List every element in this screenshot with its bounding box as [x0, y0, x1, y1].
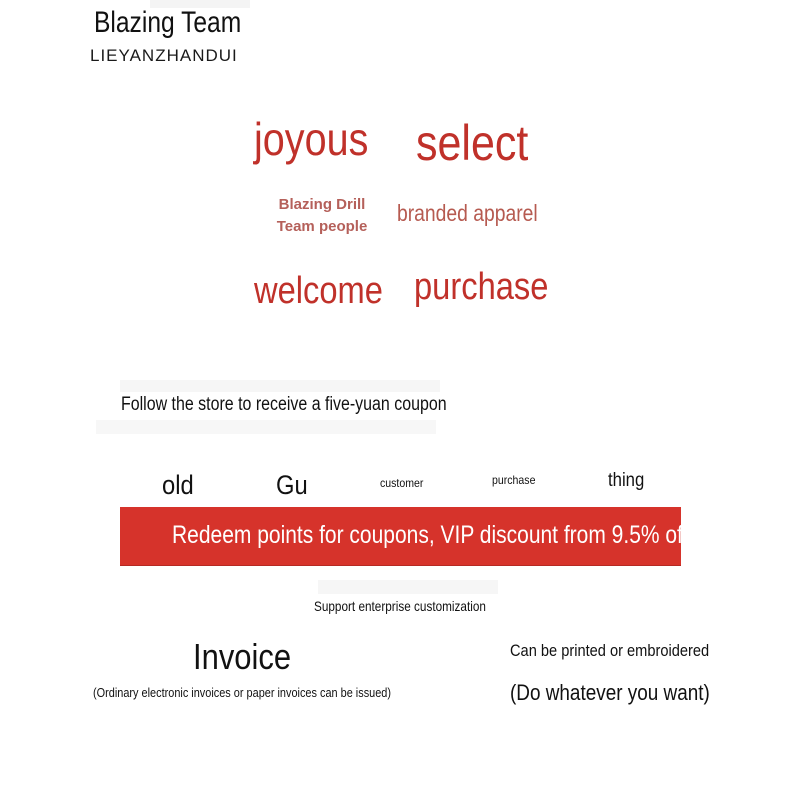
char-old: old: [162, 470, 194, 500]
brand-title: Blazing Team: [94, 6, 242, 39]
brand-subtitle: LIEYANZHANDUI: [90, 46, 238, 65]
char-thing: thing: [608, 470, 645, 491]
word-drill-team: Blazing Drill Team people: [276, 196, 368, 235]
char-customer: customer: [380, 476, 424, 490]
word-joyous: joyous: [254, 113, 369, 165]
word-select: select: [416, 115, 529, 171]
support-text: Support enterprise customization: [314, 598, 486, 614]
redeem-banner: [120, 507, 689, 566]
word-purchase: purchase: [414, 266, 549, 308]
invoice-note: (Ordinary electronic invoices or paper invoices can be issued): [93, 685, 392, 700]
word-welcome: welcome: [254, 270, 383, 312]
char-gu: Gu: [276, 470, 308, 500]
ghost-mark-mid2: [96, 420, 436, 434]
redeem-banner-text: Redeem points for coupons, VIP discount from 9.5% off: [172, 521, 689, 549]
ghost-mark-mid: [120, 380, 440, 392]
ghost-mark-low: [318, 580, 498, 594]
invoice-title: Invoice: [193, 636, 292, 677]
print-text: Can be printed or embroidered: [510, 641, 710, 660]
print-note: (Do whatever you want): [510, 680, 710, 705]
word-branded-apparel: branded apparel: [397, 200, 538, 226]
char-purchase: purchase: [492, 473, 536, 487]
coupon-text: Follow the store to receive a five-yuan coupon: [121, 394, 447, 415]
